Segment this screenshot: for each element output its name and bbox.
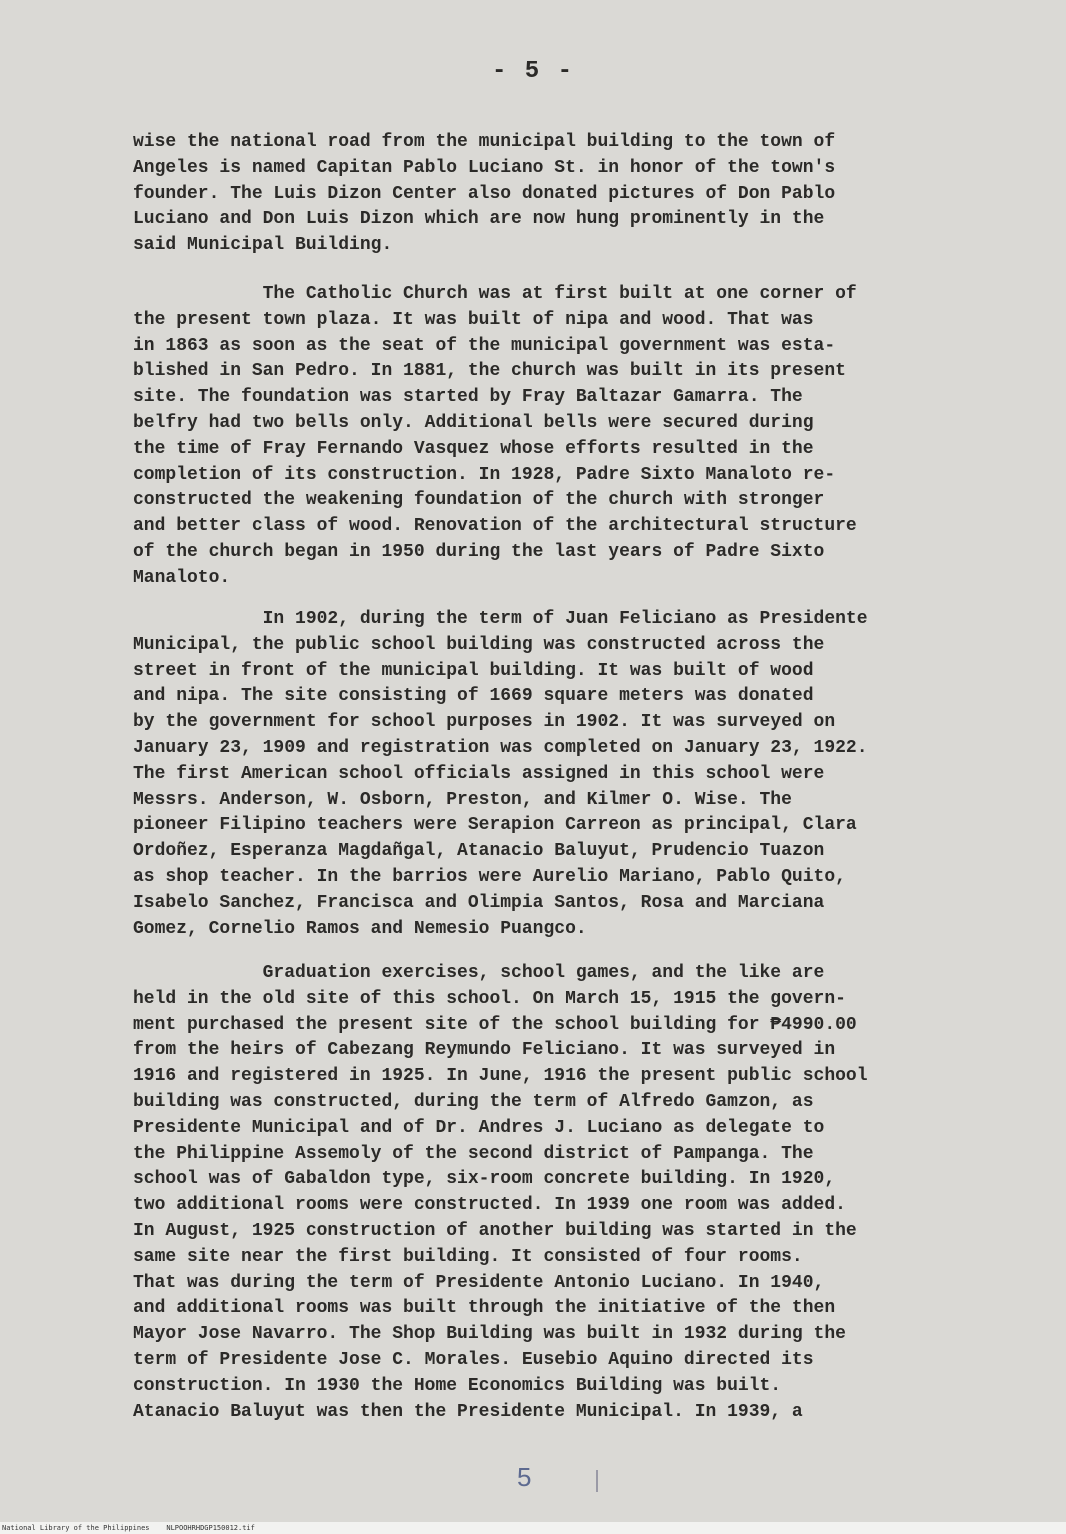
- paragraph-town-founder: wise the national road from the municipal building to the town of Angeles is named Capitan Pablo Luciano St. in honor of the town's founder. The Luis Dizon Center also donated pictures of Don Pablo Luciano and Don Luis Dizon which are now hung prominently in the said Municipal Building.: [133, 132, 836, 256]
- paragraph-school-buildings: Graduation exercises, school games, and the like are held in the old site of this school. On March 15, 1915 the govern- ment purchased the present site of the school building for ₱4990.00 from the heirs of Cabezang Reymundo Feliciano. It was surveyed in 1916 and registered in 1925. In June, 1916 the present public school building was constructed, during the term of Alfredo Gamzon, as Presidente Municipal and of Dr. Andres J. Luciano as delegate to the Philippine Assemoly of the second district of Pampanga. The school was of Gabaldon type, six-room concrete building. In 1920, two additional rooms were constructed. In 1939 one room was added. In August, 1925 construction of another building was started in the same site near the first building. It consisted of four rooms. That was during the term of Presidente Antonio Luciano. In 1940, and additional rooms was built through the initiative of the then Mayor Jose Navarro. The Shop Building was built in 1932 during the term of Presidente Jose C. Morales. Eusebio Aquino directed its construction. In 1930 the Home Economics Building was built. Atanacio Baluyut was then the Presidente Municipal. In 1939, a: [133, 963, 868, 1422]
- scan-footer-strip: [0, 1522, 1066, 1534]
- paragraph-public-school: In 1902, during the term of Juan Feliciano as Presidente Municipal, the public school building was constructed across the street in front of the municipal building. It was built of wood and nipa. The site consisting of 1669 square meters was donated by the government for school purposes in 1902. It was surveyed on January 23, 1909 and registration was completed on January 23, 1922. The first American school officials assigned in this school were Messrs. Anderson, W. Osborn, Preston, and Kilmer O. Wise. The pioneer Filipino teachers were Serapion Carreon as principal, Clara Ordoñez, Esperanza Magdañgal, Atanacio Baluyut, Prudencio Tuazon as shop teacher. In the barrios were Aurelio Mariano, Pablo Quito, Isabelo Sanchez, Francisca and Olimpia Santos, Rosa and Marciana Gomez, Cornelio Ramos and Nemesio Puangco.: [133, 609, 868, 939]
- scan-footer-text: National Library of the Philippines NLPOOHRHDGP150012.tif: [2, 1524, 255, 1532]
- page-header-number: - 5 -: [491, 58, 574, 85]
- paragraph-catholic-church: The Catholic Church was at first built at one corner of the present town plaza. It was built of nipa and wood. That was in 1863 as soon as the seat of the municipal government was esta- blished in San Pedro. In 1881, the church was built in its present site. The foundation was started by Fray Baltazar Gamarra. The belfry had two bells only. Additional bells were secured during the time of Fray Fernando Vasquez whose efforts resulted in the completion of its construction. In 1928, Padre Sixto Manaloto re- constructed the weakening foundation of the church with stronger and better class of wood. Renovation of the architectural structure of the church began in 1950 during the last years of Padre Sixto Manaloto.: [133, 284, 857, 588]
- stamped-page-number: 5: [517, 1462, 532, 1492]
- stamp-mark-icon: [596, 1470, 598, 1492]
